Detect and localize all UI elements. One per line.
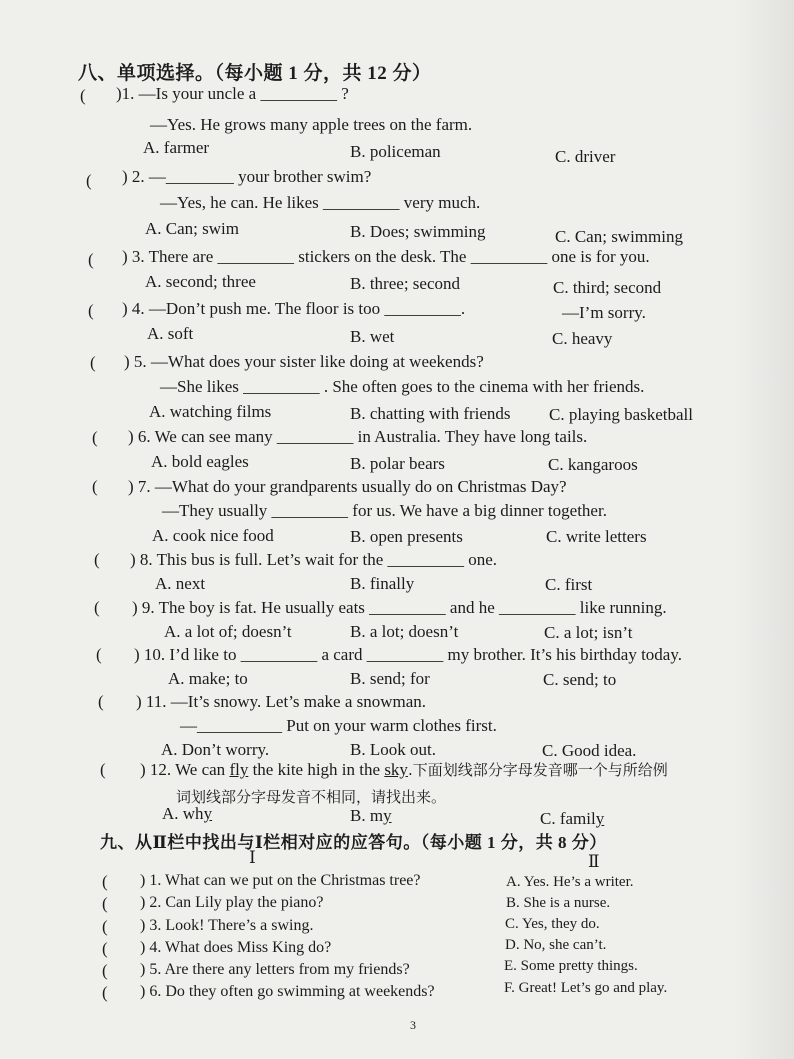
match-right-a: A. Yes. He’s a writer. (506, 874, 634, 890)
q8-option-a: A. next (155, 574, 206, 593)
answer-paren: ( (92, 428, 98, 447)
answer-paren: ( (102, 872, 108, 891)
question-2: ) 2. —________ your brother swim? (122, 167, 372, 186)
question-6: ) 6. We can see many _________ in Australia. They have long tails. (128, 427, 588, 446)
answer-paren: ( (88, 250, 94, 269)
column-2-heading: Ⅱ (588, 852, 600, 871)
question-2-line2: —Yes, he can. He likes _________ very much. (160, 193, 481, 212)
q12-text-mid: the kite high in the (248, 760, 385, 779)
q4-option-b: B. wet (350, 327, 395, 346)
answer-paren: ( (92, 477, 98, 496)
question-8: ) 8. This bus is full. Let’s wait for the _________ one. (130, 550, 498, 569)
match-left-1: ) 1. What can we put on the Christmas tree? (140, 872, 421, 889)
match-right-f: F. Great! Let’s go and play. (504, 980, 668, 996)
question-4: ) 4. —Don’t push me. The floor is too _________. (122, 299, 466, 318)
question-12 (140, 759, 668, 780)
question-12-line2: 词划线部分字母发音不相同，请找出来。 (176, 788, 447, 806)
match-right-d: D. No, she can’t. (505, 937, 607, 953)
match-left-6: ) 6. Do they often go swimming at weekends? (140, 983, 435, 1000)
q7-option-c: C. write letters (546, 527, 647, 546)
q12-text-post: .下面划线部分字母发音哪一个与所给例 (407, 761, 668, 779)
answer-paren: ( (102, 894, 108, 913)
q1-option-a: A. farmer (143, 138, 210, 157)
answer-paren: ( (94, 598, 100, 617)
answer-paren: ( (102, 939, 108, 958)
match-left-2: ) 2. Can Lily play the piano? (140, 894, 324, 911)
q7-option-b: B. open presents (350, 527, 463, 546)
q5-option-a: A. watching films (149, 402, 272, 421)
q12-option-c (540, 809, 604, 829)
question-3: ) 3. There are _________ stickers on the desk. The _________ one is for you. (122, 247, 650, 266)
answer-paren: ( (102, 983, 108, 1002)
q5-option-b: B. chatting with friends (350, 404, 511, 423)
match-left-4: ) 4. What does Miss King do? (140, 939, 332, 956)
q2-option-b: B. Does; swimming (350, 222, 486, 241)
answer-paren: ( (100, 760, 106, 779)
page-number: 3 (410, 1018, 416, 1032)
q6-option-b: B. polar bears (350, 454, 445, 473)
q3-option-c: C. third; second (553, 278, 662, 297)
q9-option-a: A. a lot of; doesn’t (164, 622, 292, 641)
answer-paren: ( (102, 961, 108, 980)
q9-option-b: B. a lot; doesn’t (350, 622, 459, 641)
match-right-b: B. She is a nurse. (506, 895, 611, 911)
answer-paren: ( (94, 550, 100, 569)
q2-option-a: A. Can; swim (145, 219, 239, 238)
q10-option-a: A. make; to (168, 669, 248, 688)
q6-option-c: C. kangaroos (548, 455, 638, 474)
q4-option-a: A. soft (147, 324, 194, 343)
q4-option-c: C. heavy (552, 329, 613, 348)
q12-b-text: B. m (350, 806, 384, 825)
q12-c-underlined: y (595, 809, 605, 828)
answer-paren: ( (96, 645, 102, 664)
match-right-c: C. Yes, they do. (505, 916, 600, 932)
q12-a-text: A. wh (162, 804, 204, 823)
question-1: )1. —Is your uncle a _________ ? (116, 84, 349, 103)
answer-paren: ( (98, 692, 104, 711)
page-shadow (734, 0, 794, 1059)
q12-b-underlined: y (383, 806, 392, 825)
q12-option-a (162, 804, 212, 824)
q12-a-underlined: y (203, 804, 213, 823)
q8-option-b: B. finally (350, 574, 415, 593)
column-1-heading: Ⅰ (249, 848, 256, 867)
question-11: ) 11. —It’s snowy. Let’s make a snowman. (136, 692, 427, 711)
q9-option-c: C. a lot; isn’t (544, 623, 633, 642)
section8-title: 八、单项选择。（每小题 1 分，共 12 分） (78, 63, 432, 84)
q12-underlined-sky: sky (384, 760, 408, 779)
q1-option-b: B. policeman (350, 142, 441, 161)
question-7-line2: —They usually _________ for us. We have a big dinner together. (162, 501, 607, 520)
q11-option-b: B. Look out. (350, 740, 436, 759)
match-left-3: ) 3. Look! There’s a swing. (140, 917, 314, 934)
match-left-5: ) 5. Are there any letters from my friends? (140, 961, 410, 978)
answer-paren: ( (90, 353, 96, 372)
question-5: ) 5. —What does your sister like doing at weekends? (124, 352, 484, 371)
answer-paren: ( (86, 171, 92, 190)
answer-paren: ( (102, 917, 108, 936)
q12-underlined-fly: fly (229, 760, 249, 779)
q12-c-text: C. famil (540, 809, 596, 828)
q3-option-b: B. three; second (350, 274, 460, 293)
question-9: ) 9. The boy is fat. He usually eats _________ and he _________ like running. (132, 598, 667, 617)
question-11-line2: —__________ Put on your warm clothes first. (180, 716, 497, 735)
question-7: ) 7. —What do your grandparents usually do on Christmas Day? (128, 477, 567, 496)
question-5-line2: —She likes _________ . She often goes to the cinema with her friends. (160, 377, 645, 396)
q11-option-a: A. Don’t worry. (161, 740, 270, 759)
q5-option-c: C. playing basketball (549, 405, 694, 424)
q8-option-c: C. first (545, 575, 593, 594)
q11-option-c: C. Good idea. (542, 741, 637, 760)
section9-title: 九、从Ⅱ栏中找出与Ⅰ栏相对应的应答句。（每小题 1 分，共 8 分） (100, 833, 607, 852)
q1-option-c: C. driver (555, 147, 616, 166)
answer-paren: ( (80, 86, 86, 105)
q3-option-a: A. second; three (145, 272, 256, 291)
q10-option-b: B. send; for (350, 669, 430, 688)
question-4-reply: —I’m sorry. (562, 303, 646, 322)
match-right-e: E. Some pretty things. (504, 958, 638, 974)
q6-option-a: A. bold eagles (151, 452, 249, 471)
q12-option-b (350, 806, 392, 826)
answer-paren: ( (88, 301, 94, 320)
q7-option-a: A. cook nice food (152, 526, 274, 545)
question-1-line2: —Yes. He grows many apple trees on the farm. (150, 115, 473, 134)
question-10: ) 10. I’d like to _________ a card _________ my brother. It’s his birthday today. (134, 645, 683, 664)
q10-option-c: C. send; to (543, 670, 617, 689)
q12-text-pre: ) 12. We can (140, 760, 230, 779)
q2-option-c: C. Can; swimming (555, 227, 683, 246)
